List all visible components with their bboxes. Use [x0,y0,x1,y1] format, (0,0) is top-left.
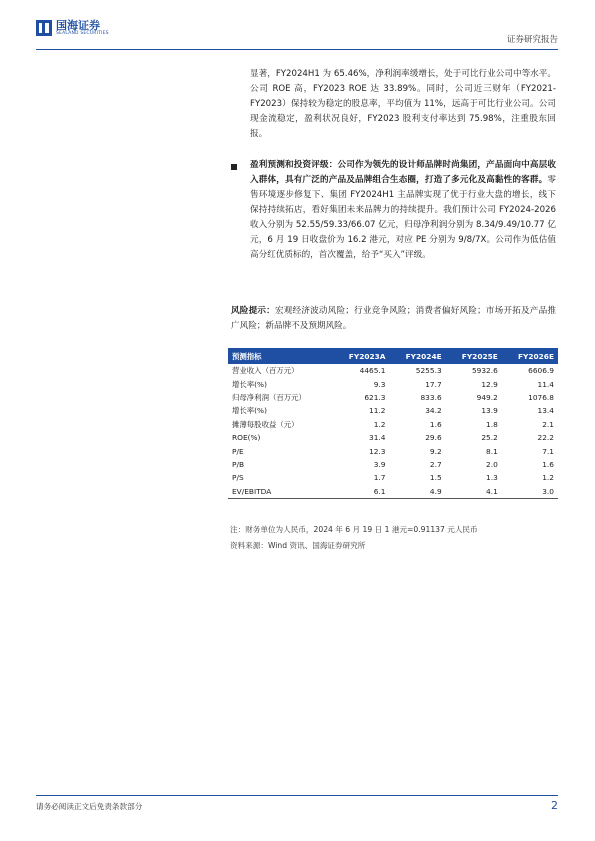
row-label: EV/EBITDA [228,485,332,499]
row-label: P/S [232,473,244,483]
row-label: P/B [232,459,245,469]
forecast-table [228,348,558,499]
page-number: 2 [551,799,558,812]
table-cell: 621.3 [364,392,386,402]
table-cell: 12.9 [481,379,498,389]
table-row [228,471,558,484]
table-cell: 13.4 [537,406,554,416]
risk-warning [231,304,556,334]
table-cell: 3.0 [502,485,558,499]
table-cell: 4465.1 [359,366,386,376]
table-row [228,404,558,417]
row-label: 归母净利润（百万元） [232,392,306,402]
table-cell: 1.7 [373,473,386,483]
table-cell: 8.1 [486,446,498,456]
table-cell: 11.4 [537,379,554,389]
table-cell: 13.9 [481,406,498,416]
table-cell: 2.0 [486,459,498,469]
row-label: 增长率(%) [232,379,267,389]
logo-chinese-name: 国海证券 [56,19,100,32]
table-row [228,377,558,390]
table-cell: 2.1 [542,419,554,429]
table-cell: 9.2 [429,446,442,456]
table-cell: 833.6 [420,392,442,402]
table-cell: 5932.6 [471,366,498,376]
data-source: 资料来源：Wind 资讯、国海证券研究所 [230,541,366,550]
table-note: 注：财务单位为人民币，2024 年 6 月 19 日 1 港元=0.91137 元人民币 [230,525,478,534]
footer-divider [36,795,558,796]
risk-warning-text: 宏观经济波动风险；行业竞争风险；消费者偏好风险；市场开拓及产品推广风险；新品牌不及预期风险。 [231,306,556,331]
table-cell: 5255.3 [415,366,442,376]
table-cell: 4.9 [390,485,446,499]
table-cell: 17.7 [425,379,442,389]
table-cell: 7.1 [542,446,554,456]
company-logo [36,20,109,37]
table-row [228,431,558,444]
table-cell: 22.2 [537,433,554,443]
bullet-square-icon [231,164,237,170]
header-cell-fy2024e: FY2024E [390,348,446,364]
table-cell: 34.2 [425,406,442,416]
table-cell: 949.2 [476,392,498,402]
table-cell: 9.3 [373,379,386,389]
page-header [36,20,558,48]
table-cell: 1.6 [429,419,442,429]
table-cell: 1.3 [486,473,498,483]
table-header-row [228,348,558,364]
valuation-paragraph: 显著，FY2024H1 为 65.46%，净利润率缓增长，处于可比行业公司中等水平。公司 ROE 高，FY2023 ROE 达 33.89%。同时，公司近三财年（FY2021-FY2023）保持较为稳定的股息率，平均值为 11%，远高于可比行业公司。公司现金流稳定，盈利状况良好，FY2023 股利支付率达到 75.98%，注重股东回报。 [250,69,556,139]
footer-disclaimer: 请务必阅读正文后免责条款部分 [36,802,143,811]
table-cell: 1.2 [542,473,554,483]
sealand-logo-icon [36,20,52,36]
header-cell-fy2026e: FY2026E [502,348,558,364]
table-cell: 1.6 [542,459,554,469]
forecast-rating-bold: 盈利预测和投资评级：公司作为领先的设计师品牌时尚集团，产品面向中高层收入群体，具有广泛的产品及品牌组合生态圈，打造了多元化及高黏性的客群。 [250,160,556,185]
header-cell-metric: 预测指标 [228,348,332,364]
table-cell: 11.2 [369,406,386,416]
row-label: 摊薄每股收益（元） [232,419,299,429]
table-row [228,418,558,431]
table-cell: 31.4 [369,433,386,443]
table-cell: 29.6 [425,433,442,443]
table-row [228,391,558,404]
header-cell-fy2023a: FY2023A [332,348,389,364]
header-divider [36,49,558,50]
forecast-rating-paragraph [250,158,556,263]
table-row [228,364,558,377]
table-cell: 6.1 [332,485,389,499]
table-cell: 4.1 [446,485,502,499]
row-label: 增长率(%) [232,406,267,416]
report-type-label: 证券研究报告 [506,35,558,45]
row-label: P/E [232,446,244,456]
risk-warning-label: 风险提示： [231,306,275,316]
table-row [228,458,558,471]
table-row [228,485,558,499]
table-cell: 3.9 [373,459,386,469]
table-cell: 1.2 [373,419,386,429]
forecast-table-wrapper [228,348,558,499]
table-cell: 25.2 [481,433,498,443]
forecast-rating-text: 零售环境逐步修复下、集团 FY2024H1 主品牌实现了优于行业大盘的增长，线下保持持续拓店，看好集团未来品牌力的持续提升。我们预计公司 FY2024-2026 收入分别为 52.55/59.33/66.07 亿元，归母净利润分别为 8.34/9.49/10.77 亿元，6 月 19 日收盘价为 16.2 港元，对应 PE 分别为 9/8/7X。公司作为低估值高分红优质标的，首次覆盖，给予“买入”评级。 [250,175,556,260]
table-cell: 6606.9 [528,366,554,376]
table-cell: 12.3 [369,446,386,456]
logo-english-name: SEALAND SECURITIES [56,31,109,36]
table-cell: 1076.8 [528,392,554,402]
table-cell: 2.7 [429,459,442,469]
header-cell-fy2025e: FY2025E [446,348,502,364]
table-cell: 1.8 [486,419,498,429]
table-row [228,444,558,457]
row-label: ROE(%) [232,433,261,443]
table-cell: 1.5 [429,473,442,483]
row-label: 营业收入（百万元） [232,366,299,376]
